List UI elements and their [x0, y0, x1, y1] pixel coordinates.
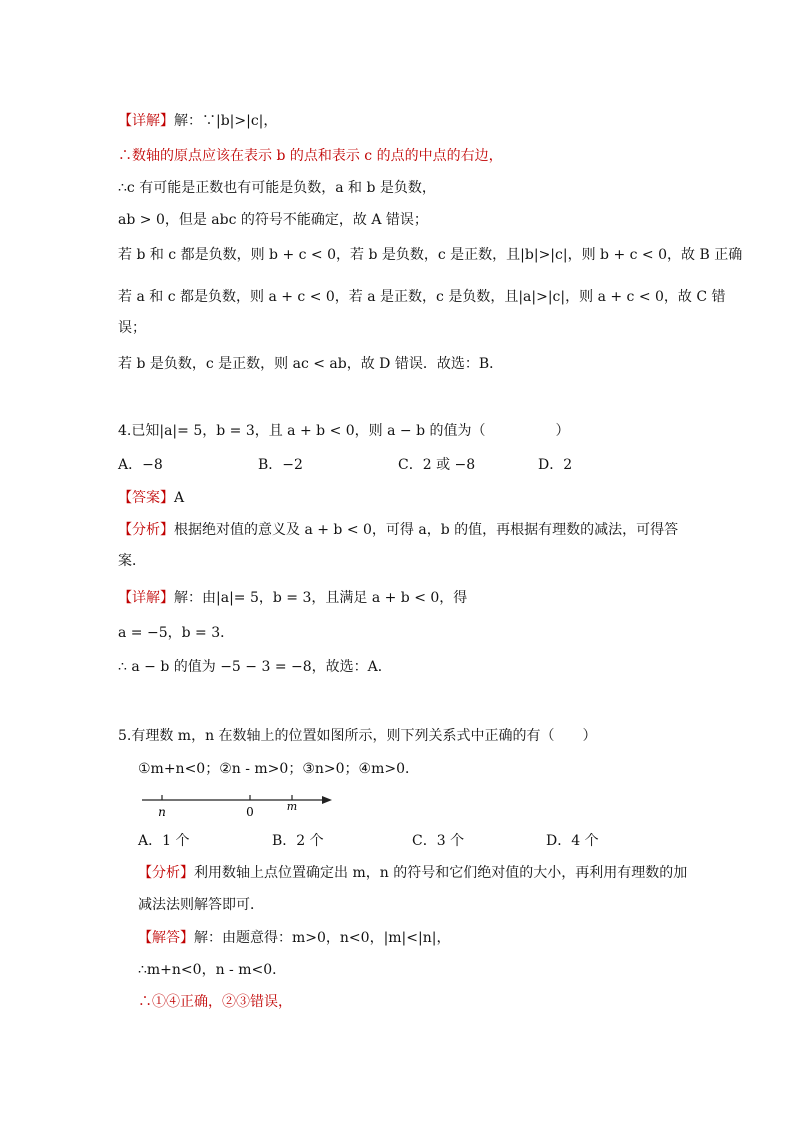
section-tag: 【分析】	[118, 522, 174, 538]
line-text: A	[174, 490, 185, 506]
line-text: ①m+n<0；②n - m>0；③n>0；④m>0．	[138, 761, 419, 777]
q4-option-c: C．2 或 −8	[398, 457, 476, 473]
text-line	[118, 210, 428, 230]
text-line	[118, 520, 678, 540]
section-tag: 【详解】	[118, 590, 174, 606]
line-text: ∴ a − b 的值为 −5 − 3 = −8，故选：A．	[118, 659, 392, 675]
text-line	[118, 245, 742, 265]
line-text: ∴①④正确，②③错误，	[138, 994, 292, 1010]
line-text: 5.有理数 m，n 在数轴上的位置如图所示，则下列关系式中正确的有（ ）	[118, 728, 597, 744]
section-tag: 【分析】	[138, 865, 194, 881]
line-text: 解：由|a|= 5，b = 3，且满足 a + b < 0，得	[174, 590, 468, 606]
line-text: 4.已知|a|= 5，b = 3，且 a + b < 0，则 a − b 的值为（ ）	[118, 423, 570, 439]
line-text: 解：由题意得：m>0，n<0，|m|<|n|，	[194, 930, 451, 946]
line-text: ∴c 有可能是正数也有可能是负数，a 和 b 是负数，	[118, 180, 436, 196]
line-text: 若 b 是负数，c 是正数，则 ac < ab，故 D 错误．故选：B．	[118, 356, 504, 372]
line-text: 利用数轴上点位置确定出 m，n 的符号和它们绝对值的大小，再利用有理数的加	[194, 865, 688, 881]
line-text: 若 a 和 c 都是负数，则 a + c < 0，若 a 是正数，c 是负数，且|a|>|c|，则 a + c < 0，故 C 错	[118, 289, 726, 305]
line-text: 误；	[118, 320, 146, 336]
line-text: a = −5，b = 3．	[118, 625, 235, 641]
line-text: 若 b 和 c 都是负数，则 b + c < 0，若 b 是负数，c 是正数，且|b|>|c|，则 b + c < 0，故 B 正确	[118, 247, 743, 263]
text-line	[138, 895, 264, 915]
section-tag: 【详解】	[118, 113, 174, 129]
line-text: 案．	[118, 553, 146, 569]
q5-option-c: C．3 个	[412, 833, 465, 849]
text-line	[118, 287, 726, 307]
text-line	[138, 928, 450, 948]
number-line-figure	[138, 788, 338, 822]
line-text: 解：∵|b|>|c|，	[174, 113, 278, 129]
q4-option-b: B．−2	[258, 457, 303, 473]
line-text: ab > 0，但是 abc 的符号不能确定，故 A 错误；	[118, 212, 428, 228]
text-line	[118, 657, 392, 677]
number-line-label-zero: 0	[246, 805, 254, 819]
q5-option-b: B．2 个	[272, 833, 324, 849]
q5-option-d: D．4 个	[546, 833, 599, 849]
text-line	[118, 623, 234, 643]
number-line-label-n: n	[158, 805, 166, 819]
text-line	[138, 759, 419, 779]
text-line	[118, 318, 146, 338]
text-line	[118, 488, 184, 508]
line-text: ∴m+n<0，n - m<0．	[138, 962, 287, 978]
text-line	[138, 863, 687, 883]
text-line	[118, 178, 436, 198]
q4-option-a: A．−8	[118, 457, 163, 473]
q5-option-a: A．1 个	[138, 833, 190, 849]
text-line	[138, 960, 286, 980]
section-tag: 【答案】	[118, 490, 174, 506]
text-line	[138, 992, 292, 1012]
section-tag: 【解答】	[138, 930, 194, 946]
text-line	[118, 551, 146, 571]
text-line	[118, 588, 467, 608]
text-line	[118, 111, 277, 131]
line-text: ∴数轴的原点应该在表示 b 的点和表示 c 的点的中点的右边，	[118, 148, 503, 164]
q4-option-d: D．2	[538, 457, 573, 473]
number-line-label-m: m	[286, 800, 298, 813]
text-line	[118, 726, 597, 746]
text-line	[118, 354, 503, 374]
line-text: 根据绝对值的意义及 a + b < 0，可得 a，b 的值，再根据有理数的减法，可得答	[174, 522, 679, 538]
line-text: 减法法则解答即可．	[138, 897, 264, 913]
text-line	[118, 421, 570, 441]
text-line	[118, 146, 503, 166]
